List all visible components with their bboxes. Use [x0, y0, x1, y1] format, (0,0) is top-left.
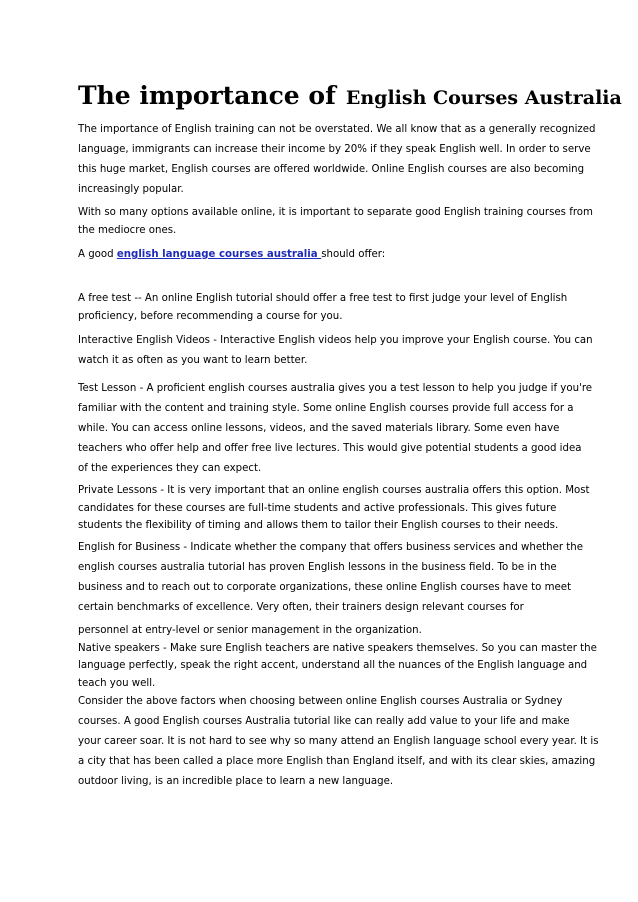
- text-line: A free test -- An online English tutorial should offer a free test to first judge your level of English: [78, 293, 568, 304]
- good-suffix: should offer:: [321, 249, 386, 260]
- text-line: language perfectly, speak the right accent, understand all the nuances of the English language and: [78, 660, 588, 671]
- text-line: outdoor living, is an incredible place to learn a new language.: [78, 775, 394, 787]
- text-line: With so many options available online, it is important to separate good English training courses from: [78, 207, 593, 218]
- paragraph-test-lesson: [78, 379, 593, 479]
- text-line: teachers who offer help and offer free live lectures. This would give potential students a good idea: [78, 442, 582, 454]
- text-line: this huge market, English courses are offered worldwide. Online English courses are also becoming: [78, 163, 585, 175]
- text-line: of the experiences they can expect.: [78, 462, 262, 474]
- paragraph-native-speakers: [78, 622, 597, 692]
- text-line: Private Lessons - It is very important that an online english courses australia offers this option. Most: [78, 485, 590, 496]
- text-line: courses. A good English courses Australia tutorial like can really add value to your life and make: [78, 715, 570, 727]
- title-main: The importance of: [78, 81, 336, 110]
- text-line: Native speakers - Make sure English teachers are native speakers themselves. So you can master the: [78, 642, 597, 654]
- courses-link[interactable]: english language courses australia: [116, 249, 322, 260]
- text-line: Test Lesson - A proficient english courses australia gives you a test lesson to help you judge if you're: [78, 383, 593, 394]
- good-prefix: A good: [78, 249, 117, 260]
- title-sub: English Courses Australia: [345, 87, 622, 109]
- text-line: english courses australia tutorial has proven English lessons in the business field. To be in the: [78, 561, 557, 573]
- text-line: students the flexibility of timing and allows them to tailor their English courses to their needs.: [78, 520, 559, 531]
- paragraph-free-test: [78, 290, 568, 325]
- text-line: the mediocre ones.: [78, 224, 177, 236]
- text-line: personnel at entry-level or senior management in the organization.: [78, 625, 422, 636]
- text-line: English for Business - Indicate whether the company that offers business services and whether the: [78, 542, 583, 553]
- text-line: teach you well.: [78, 677, 156, 689]
- paragraph-videos: [78, 331, 593, 371]
- text-line: certain benchmarks of excellence. Very often, their trainers design relevant courses for: [78, 601, 524, 613]
- page-title: [78, 78, 622, 113]
- text-line: language, immigrants can increase their income by 20% if they speak English well. In order to serve: [78, 143, 591, 155]
- paragraph-good-offer: [78, 246, 563, 264]
- paragraph-options: [78, 204, 593, 239]
- text-line: a city that has been called a place more English than England itself, and with its clear skies, amazing: [78, 755, 596, 767]
- text-line: increasingly popular.: [78, 183, 184, 195]
- text-line: business and to reach out to corporate organizations, these online English courses have to meet: [78, 581, 572, 593]
- paragraph-intro: [78, 120, 596, 200]
- text-line: candidates for these courses are full-time students and active professionals. This gives future: [78, 502, 557, 514]
- text-line: watch it as often as you want to learn better.: [78, 354, 308, 366]
- text-line: while. You can access online lessons, videos, and the saved materials library. Some even have: [78, 422, 560, 434]
- text-line: your career soar. It is not hard to see why so many attend an English language school every year. It is: [78, 735, 599, 747]
- text-line: proficiency, before recommending a course for you.: [78, 310, 343, 322]
- paragraph-private-lessons: [78, 482, 590, 535]
- text-line: familiar with the content and training style. Some online English courses provide full access for a: [78, 402, 574, 414]
- paragraph-business: [78, 538, 583, 618]
- text-line: Consider the above factors when choosing between online English courses Australia or Sydney: [78, 696, 563, 707]
- paragraph-consider: [78, 692, 599, 792]
- text-line: Interactive English Videos - Interactive English videos help you improve your English course. You can: [78, 335, 593, 346]
- text-line: The importance of English training can not be overstated. We all know that as a generally recognized: [78, 124, 596, 135]
